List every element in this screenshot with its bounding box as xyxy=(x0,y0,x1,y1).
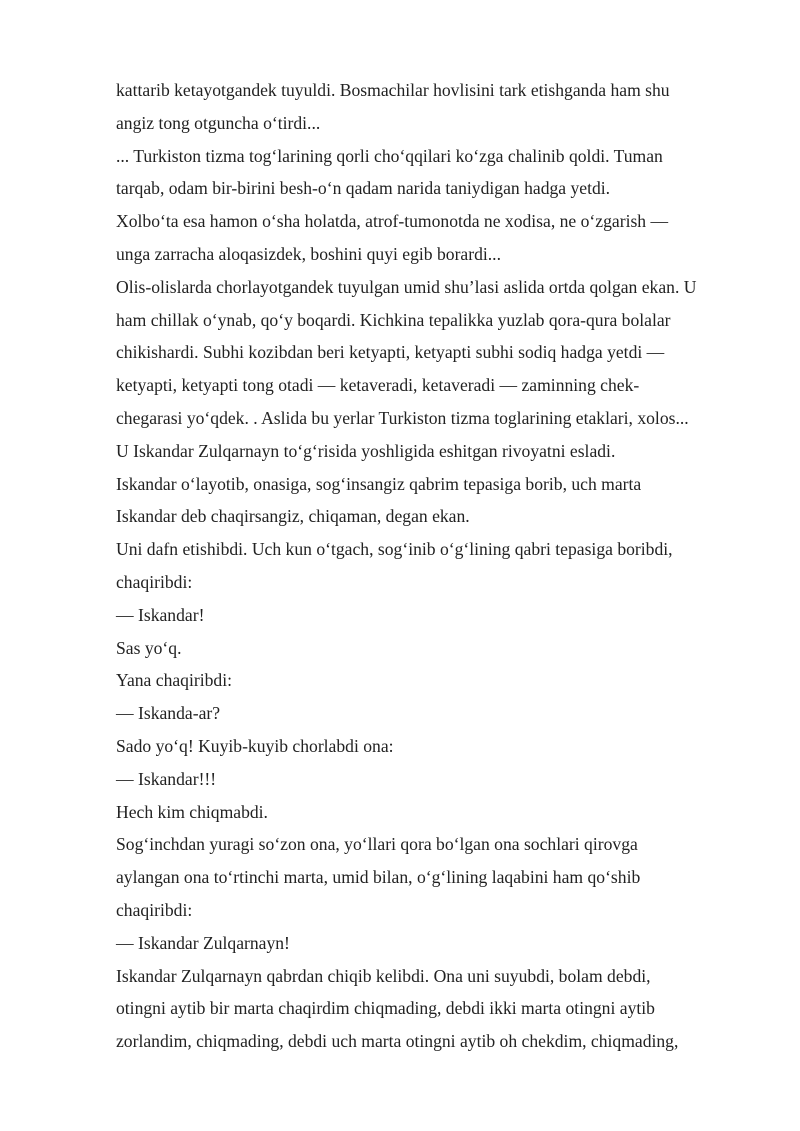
text-line: Xolbo‘ta esa hamon o‘sha holatda, atrof-tumonotda ne xodisa, ne o‘zgarish — xyxy=(116,211,669,232)
text-line: Uni dafn etishibdi. Uch kun o‘tgach, sog‘inib o‘g‘lining qabri tepasiga boribdi, xyxy=(116,539,673,560)
text-line: chaqiribdi: xyxy=(116,899,193,920)
text-line: — Iskandar! xyxy=(116,604,205,625)
text-line: Iskandar o‘layotib, onasiga, sog‘insangiz qabrim tepasiga borib, uch marta xyxy=(116,473,642,494)
text-line: ... Turkiston tizma tog‘larining qorli cho‘qqilari ko‘zga chalinib qoldi. Tuman xyxy=(116,145,663,166)
text-line: Sas yo‘q. xyxy=(116,637,182,658)
text-line: otingni aytib bir marta chaqirdim chiqmading, debdi ikki marta otingni aytib xyxy=(116,998,655,1019)
text-line: U Iskandar Zulqarnayn to‘g‘risida yoshligida eshitgan rivoyatni esladi. xyxy=(116,440,616,461)
text-line: — Iskanda-ar? xyxy=(116,703,221,724)
text-line: zorlandim, chiqmading, debdi uch marta otingni aytib oh chekdim, chiqmading, xyxy=(116,1031,679,1052)
text-line: aylangan ona to‘rtinchi marta, umid bilan, o‘g‘lining laqabini ham qo‘shib xyxy=(116,867,641,888)
document-page xyxy=(116,74,746,1058)
text-line: Sog‘inchdan yuragi so‘zon ona, yo‘llari qora bo‘lgan ona sochlari qirovga xyxy=(116,834,638,855)
text-line: tarqab, odam bir-birini besh-o‘n qadam narida taniydigan hadga yetdi. xyxy=(116,178,611,199)
text-line: chaqiribdi: xyxy=(116,571,193,592)
text-line: chikishardi. Subhi kozibdan beri ketyapti, ketyapti subhi sodiq hadga yetdi — xyxy=(116,342,665,363)
text-line: Hech kim chiqmabdi. xyxy=(116,801,268,822)
text-line: kattarib ketayotgandek tuyuldi. Bosmachilar hovlisini tark etishganda ham shu xyxy=(116,80,670,100)
text-line: Iskandar deb chaqirsangiz, chiqaman, degan ekan. xyxy=(116,506,470,527)
text-line: — Iskandar!!! xyxy=(116,768,217,789)
text-line: ketyapti, ketyapti tong otadi — ketaveradi, ketaveradi — zaminning chek- xyxy=(116,375,640,396)
text-line: Iskandar Zulqarnayn qabrdan chiqib kelibdi. Ona uni suyubdi, bolam debdi, xyxy=(116,965,651,986)
text-line: Yana chaqiribdi: xyxy=(116,670,232,691)
text-line: chegarasi yo‘qdek. . Aslida bu yerlar Turkiston tizma toglarining etaklari, xolos... xyxy=(116,407,689,428)
text-line: angiz tong otguncha o‘tirdi... xyxy=(116,112,321,133)
text-line: Olis-olislarda chorlayotgandek tuyulgan umid shu’lasi aslida ortda qolgan ekan. U xyxy=(116,276,697,297)
text-line: Sado yo‘q! Kuyib-kuyib chorlabdi ona: xyxy=(116,735,394,756)
text-line: — Iskandar Zulqarnayn! xyxy=(116,932,290,953)
text-line: unga zarracha aloqasizdek, boshini quyi egib borardi... xyxy=(116,243,501,264)
text-line: ham chillak o‘ynab, qo‘y boqardi. Kichkina tepalikka yuzlab qora-qura bolalar xyxy=(116,309,671,330)
